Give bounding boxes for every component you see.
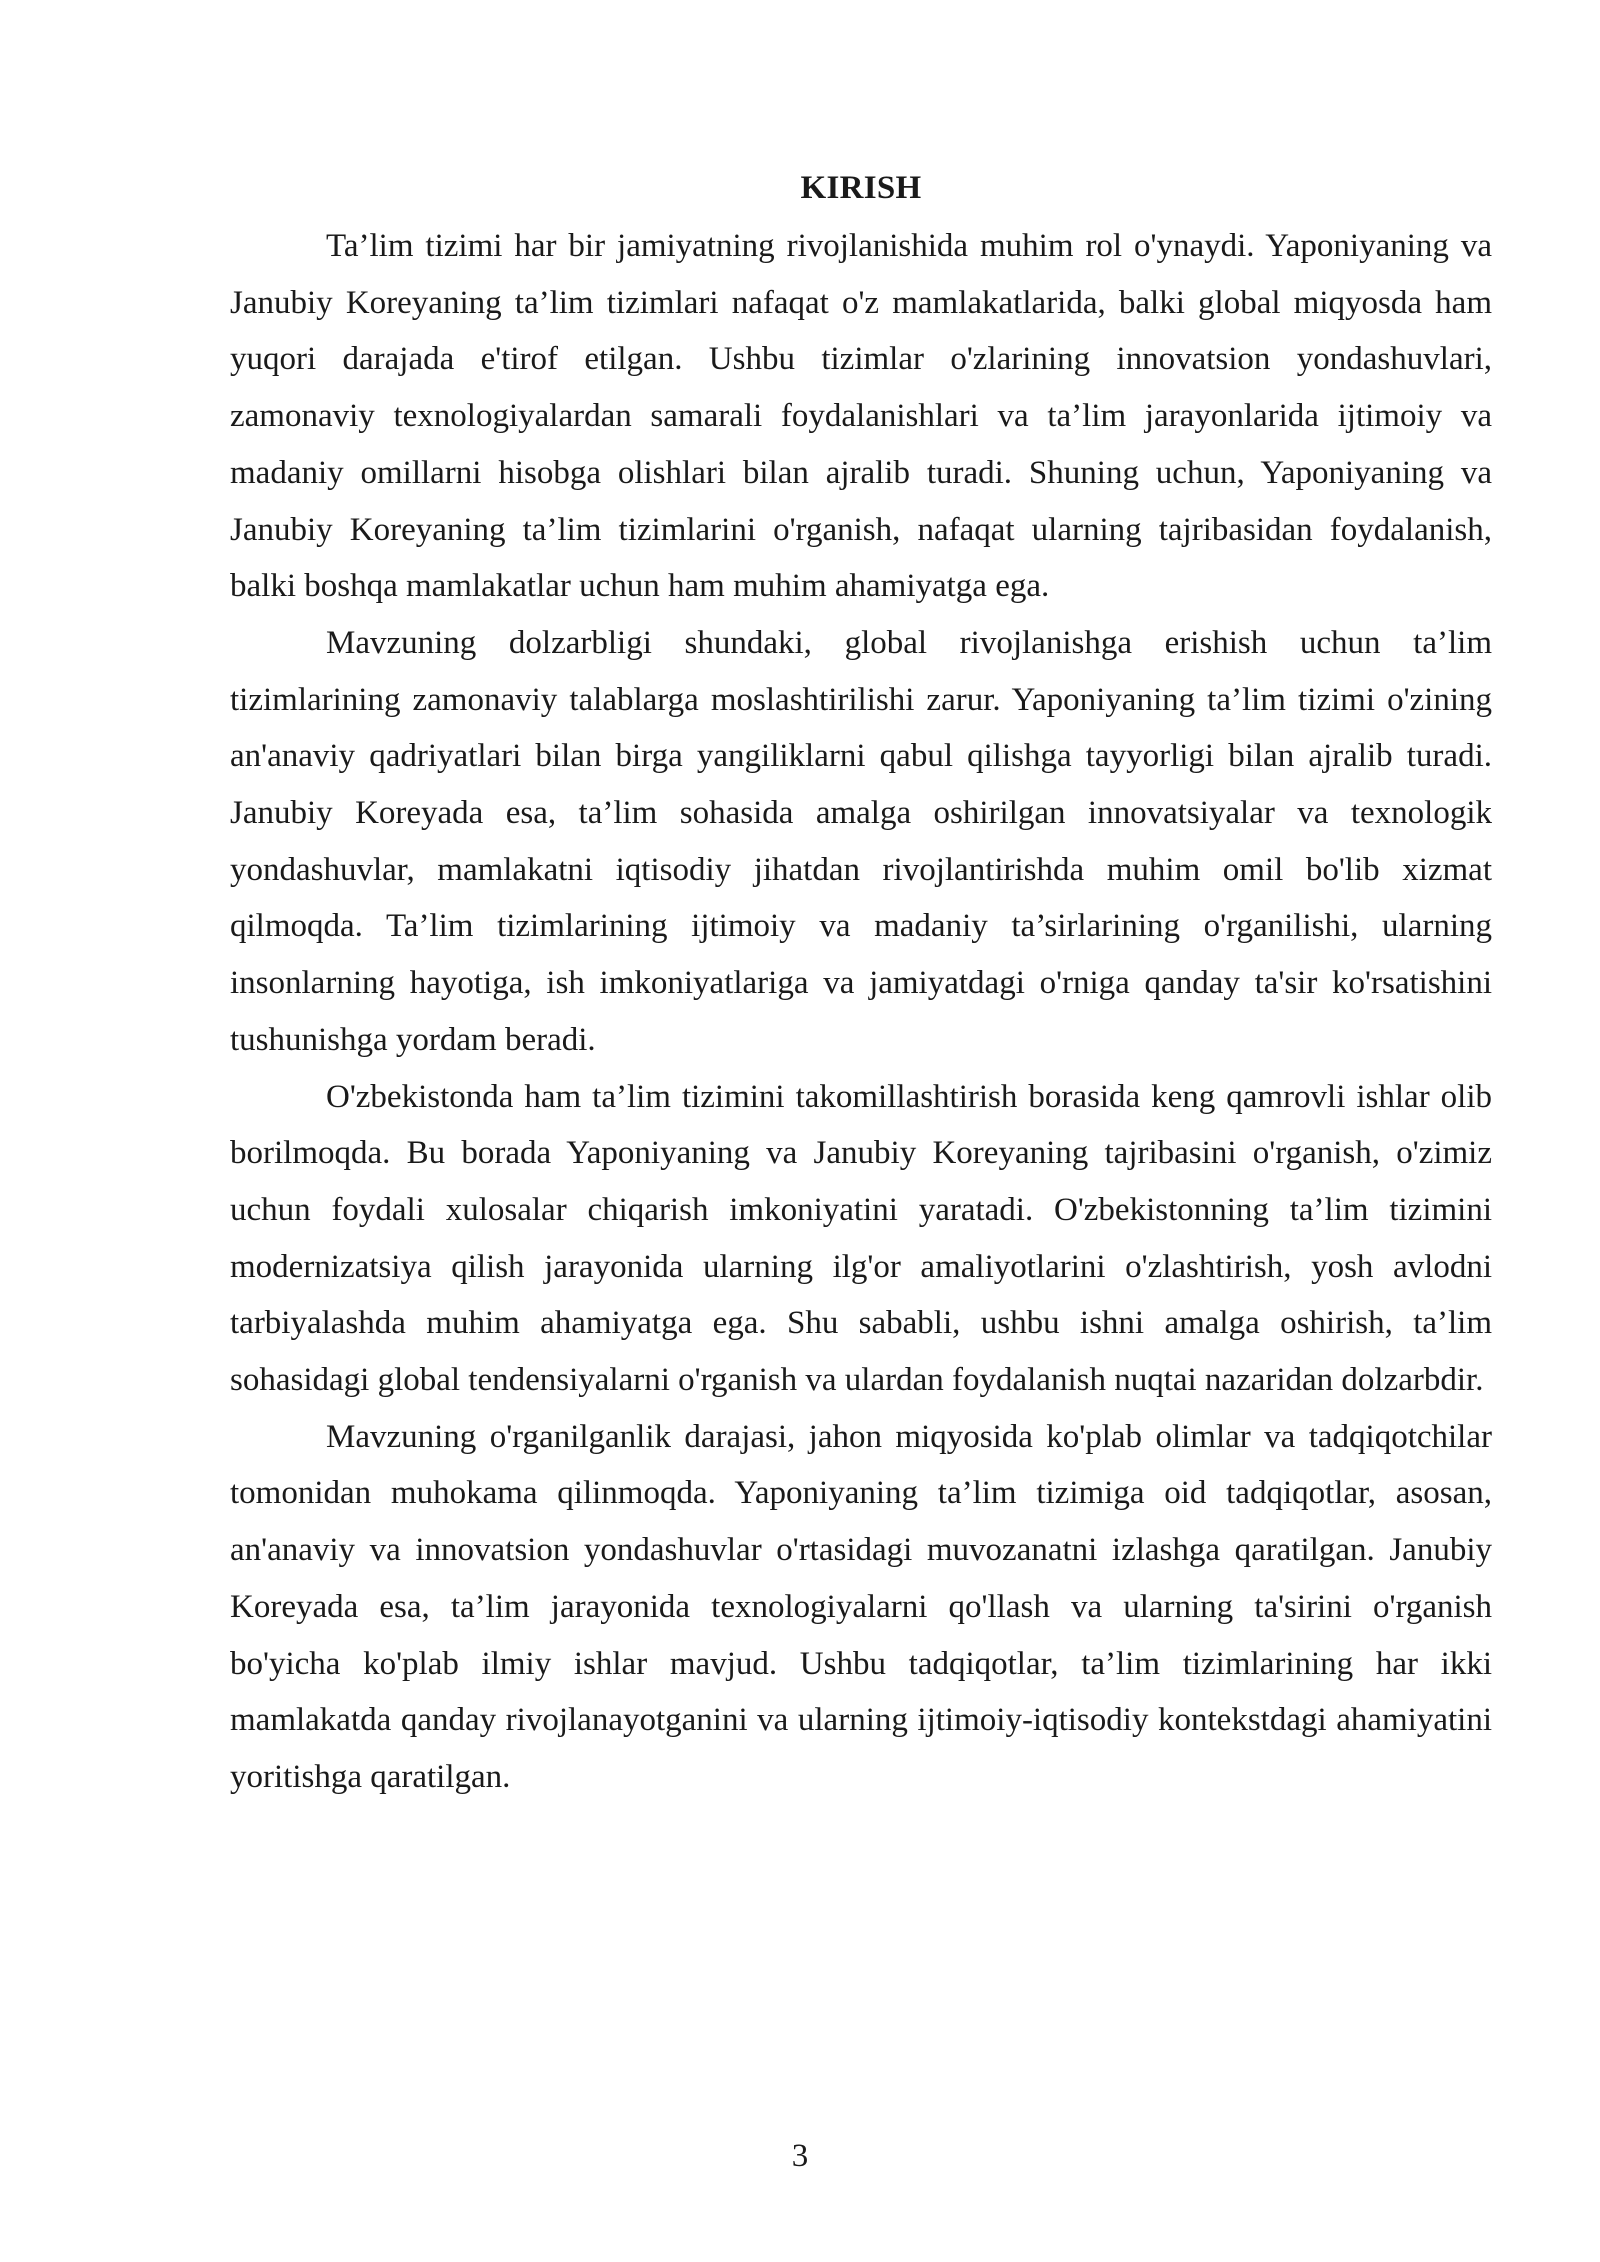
page-number: 3 xyxy=(791,2138,809,2174)
paragraph-intro: Ta’lim tizimi har bir jamiyatning rivojlanishida muhim rol o'ynaydi. Yaponiyaning va Janubiy Koreyaning ta’lim tizimlari nafaqat o'z mamlakatlarida, balki global miqyosda ham yuqori darajada e'tirof etilgan. Ushbu tizimlar o'zlarining innovatsion yondashuvlari, zamonaviy texnologiyalardan samarali foydalanishlari va ta’lim jarayonlarida ijtimoiy va madaniy omillarni hisobga olishlari bilan ajralib turadi. Shuning uchun, Yaponiyaning va Janubiy Koreyaning ta’lim tizimlarini o'rganish, nafaqat ularning tajribasidan foydalanish, balki boshqa mamlakatlar uchun ham muhim ahamiyatga ega. xyxy=(230,228,1492,605)
paragraph-research-level: Mavzuning o'rganilganlik darajasi, jahon miqyosida ko'plab olimlar va tadqiqotchilar tomonidan muhokama qilinmoqda. Yaponiyaning ta’lim tizimiga oid tadqiqotlar, asosan, an'anaviy va innovatsion yondashuvlar o'rtasidagi muvozanatni izlashga qaratilgan. Janubiy Koreyada esa, ta’lim jarayonida texnologiyalarni qo'llash va ularning ta'sirini o'rganish bo'yicha ko'plab ilmiy ishlar mavjud. Ushbu tadqiqotlar, ta’lim tizimlarining har ikki mamlakatda qanday rivojlanayotganini va ularning ijtimoiy-iqtisodiy kontekstdagi ahamiyatini yoritishga qaratilgan. xyxy=(230,1418,1492,1795)
document-page xyxy=(230,160,1492,1806)
paragraph-uzbekistan: O'zbekistonda ham ta’lim tizimini takomillashtirish borasida keng qamrovli ishlar olib borilmoqda. Bu borada Yaponiyaning va Janubiy Koreyaning tajribasini o'rganish, o'zimiz uchun foydali xulosalar chiqarish imkoniyatini yaratadi. O'zbekistonning ta’lim tizimini modernizatsiya qilish jarayonida ularning ilg'or amaliyotlarini o'zlashtirish, yosh avlodni tarbiyalashda muhim ahamiyatga ega. Shu sababli, ushbu ishni amalga oshirish, ta’lim sohasidagi global tendensiyalarni o'rganish va ulardan foydalanish nuqtai nazaridan dolzarbdir. xyxy=(230,1078,1492,1399)
paragraph-relevance: Mavzuning dolzarbligi shundaki, global rivojlanishga erishish uchun ta’lim tizimlarining zamonaviy talablarga moslashtirilishi zarur. Yaponiyaning ta’lim tizimi o'zining an'anaviy qadriyatlari bilan birga yangiliklarni qabul qilishga tayyorligi bilan ajralib turadi. Janubiy Koreyada esa, ta’lim sohasida amalga oshirilgan innovatsiyalar va texnologik yondashuvlar, mamlakatni iqtisodiy jihatdan rivojlantirishda muhim omil bo'lib xizmat qilmoqda. Ta’lim tizimlarining ijtimoiy va madaniy ta’sirlarining o'rganilishi, ularning insonlarning hayotiga, ish imkoniyatlariga va jamiyatdagi o'rniga qanday ta'sir ko'rsatishini tushunishga yordam beradi. xyxy=(230,624,1492,1058)
section-title: KIRISH xyxy=(800,170,922,206)
